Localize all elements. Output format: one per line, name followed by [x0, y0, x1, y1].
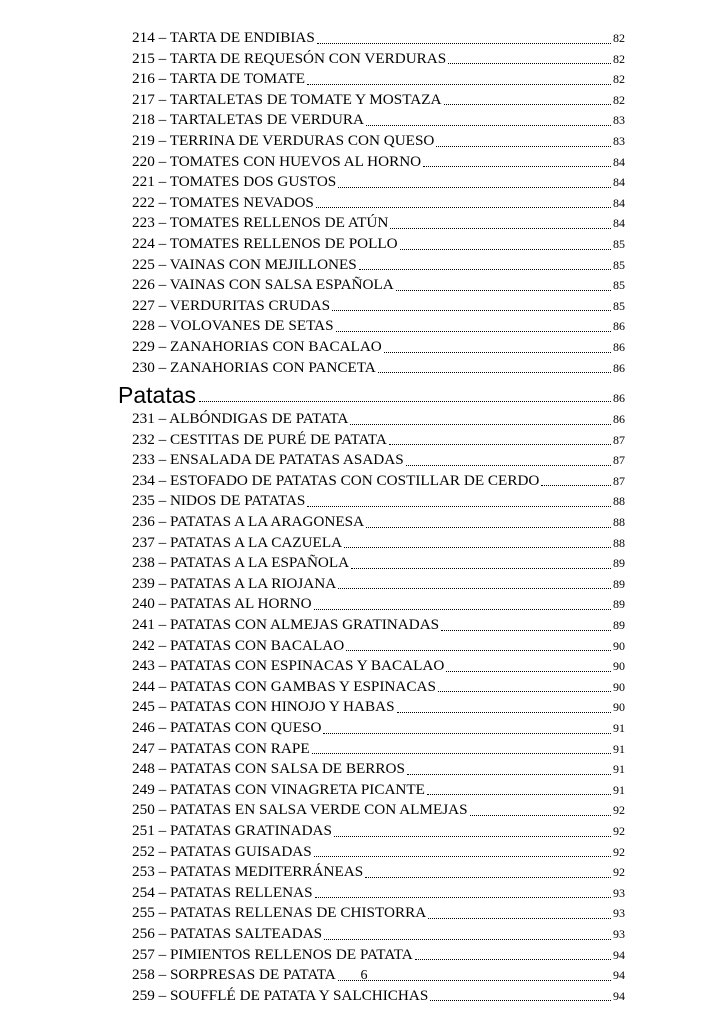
dot-leader — [390, 227, 611, 229]
toc-entry-title: 215 – TARTA DE REQUESÓN CON VERDURAS — [132, 49, 447, 67]
toc-entry[interactable] — [132, 862, 625, 883]
toc-entry-title: 218 – TARTALETAS DE VERDURA — [132, 111, 364, 129]
toc-entry-title: 237 – PATATAS A LA CAZUELA — [132, 533, 343, 551]
dot-leader — [359, 268, 611, 270]
toc-entry[interactable] — [132, 924, 625, 945]
dot-leader — [314, 608, 611, 610]
toc-entry-page: 89 — [613, 576, 625, 591]
dot-leader — [423, 165, 611, 167]
toc-entry-page: 82 — [613, 51, 625, 66]
dot-leader — [315, 896, 611, 898]
toc-entry-title: 225 – VAINAS CON MEJILLONES — [132, 255, 357, 273]
dot-leader — [438, 690, 611, 692]
toc-entry-page: 89 — [613, 618, 625, 633]
toc-entry[interactable] — [132, 883, 625, 904]
dot-leader — [307, 83, 611, 85]
toc-entry[interactable] — [132, 275, 625, 296]
toc-entry-title: 229 – ZANAHORIAS CON BACALAO — [132, 337, 382, 355]
toc-entry-page: 83 — [613, 113, 625, 128]
toc-entry-title: 250 – PATATAS EN SALSA VERDE CON ALMEJAS — [132, 801, 468, 819]
toc-entry-title: 233 – ENSALADA DE PATATAS ASADAS — [132, 451, 404, 469]
toc-entry[interactable] — [132, 49, 625, 70]
dot-leader — [389, 443, 611, 445]
toc-entry[interactable] — [132, 213, 625, 234]
toc-entry-title: 227 – VERDURITAS CRUDAS — [132, 296, 331, 314]
toc-entry-title: 243 – PATATAS CON ESPINACAS Y BACALAO — [132, 657, 445, 675]
toc-entry-page: 84 — [613, 195, 625, 210]
toc-entry-page: 91 — [613, 721, 625, 735]
toc-entry-title: 255 – PATATAS RELLENAS DE CHISTORRA — [132, 904, 427, 922]
toc-entry[interactable] — [132, 512, 625, 533]
toc-entry-page: 89 — [613, 556, 625, 571]
toc-entry[interactable] — [132, 945, 625, 966]
toc-entry-title: 228 – VOLOVANES DE SETAS — [132, 317, 334, 335]
dot-leader — [397, 711, 611, 713]
toc-entry-page: 82 — [613, 31, 625, 45]
toc-entry-title: 252 – PATATAS GUISADAS — [132, 842, 312, 860]
dot-leader — [351, 567, 611, 569]
toc-entry-page: 86 — [613, 319, 625, 334]
dot-leader — [396, 289, 611, 291]
toc-entry-title: 244 – PATATAS CON GAMBAS Y ESPINACAS — [132, 677, 436, 695]
dot-leader — [344, 546, 611, 548]
toc-entry-title: 245 – PATATAS CON HINOJO Y HABAS — [132, 698, 395, 716]
toc-entry[interactable] — [132, 636, 625, 657]
toc-entry-title: 222 – TOMATES NEVADOS — [132, 193, 314, 211]
toc-entry[interactable] — [132, 594, 625, 615]
toc-group-patatas — [0, 409, 728, 1006]
toc-entry-page: 85 — [613, 298, 625, 313]
dot-leader — [406, 464, 611, 466]
section-heading-patatas[interactable] — [118, 378, 625, 409]
dot-leader — [314, 855, 611, 857]
toc-entry-title: 231 – ALBÓNDIGAS DE PATATA — [132, 410, 349, 428]
toc-entry-page: 87 — [613, 453, 625, 468]
toc-entry[interactable] — [132, 800, 625, 821]
dot-leader — [199, 400, 611, 402]
toc-entry[interactable] — [132, 656, 625, 677]
toc-entry[interactable] — [132, 409, 625, 430]
dot-leader — [415, 958, 611, 960]
toc-entry[interactable] — [132, 337, 625, 358]
toc-entry[interactable] — [132, 358, 625, 379]
toc-entry-page: 84 — [613, 216, 625, 231]
dot-leader — [427, 793, 611, 795]
toc-entry[interactable] — [132, 110, 625, 131]
toc-entry-page: 88 — [613, 535, 625, 550]
toc-entry-title: 242 – PATATAS CON BACALAO — [132, 636, 345, 654]
toc-entry-title: 253 – PATATAS MEDITERRÁNEAS — [132, 863, 364, 881]
toc-entry-title: 241 – PATATAS CON ALMEJAS GRATINADAS — [132, 616, 440, 634]
dot-leader — [436, 145, 611, 147]
table-of-contents — [0, 28, 728, 1006]
toc-entry[interactable] — [132, 131, 625, 152]
toc-entry[interactable] — [132, 296, 625, 317]
dot-leader — [441, 629, 611, 631]
dot-leader — [336, 330, 611, 332]
toc-entry-title: 214 – TARTA DE ENDIBIAS — [132, 29, 315, 46]
toc-entry-title: 230 – ZANAHORIAS CON PANCETA — [132, 358, 376, 376]
toc-entry-page: 90 — [613, 638, 625, 653]
toc-entry[interactable] — [132, 69, 625, 90]
toc-entry-page: 94 — [613, 947, 625, 962]
toc-entry-page: 92 — [613, 865, 625, 880]
toc-entry-title: 259 – SOUFFLÉ DE PATATA Y SALCHICHAS — [132, 986, 429, 1004]
toc-entry[interactable] — [132, 780, 625, 801]
toc-entry-page: 85 — [613, 257, 625, 272]
toc-entry-page: 91 — [613, 741, 625, 756]
dot-leader — [384, 351, 611, 353]
toc-entry[interactable] — [132, 574, 625, 595]
toc-entry[interactable] — [132, 842, 625, 863]
dot-leader — [444, 103, 612, 105]
dot-leader — [407, 773, 611, 775]
toc-entry-page: 86 — [613, 360, 625, 375]
dot-leader — [323, 732, 611, 734]
toc-entry[interactable] — [132, 255, 625, 276]
toc-entry-title: 251 – PATATAS GRATINADAS — [132, 821, 332, 839]
toc-entry-page: 92 — [613, 844, 625, 859]
dot-leader — [334, 835, 611, 837]
toc-entry[interactable] — [132, 471, 625, 492]
toc-entry-title: 247 – PATATAS CON RAPE — [132, 739, 310, 757]
dot-leader — [312, 752, 611, 754]
toc-entry-title: 256 – PATATAS SALTEADAS — [132, 924, 323, 942]
toc-entry-page: 91 — [613, 762, 625, 777]
toc-entry[interactable] — [132, 90, 625, 111]
toc-entry[interactable] — [132, 533, 625, 554]
toc-entry-title: 221 – TOMATES DOS GUSTOS — [132, 173, 337, 191]
toc-entry-page: 93 — [613, 906, 625, 921]
dot-leader — [470, 814, 611, 816]
section-title: Patatas — [118, 382, 196, 409]
toc-entry[interactable] — [132, 234, 625, 255]
dot-leader — [332, 309, 611, 311]
toc-entry-title: 236 – PATATAS A LA ARAGONESA — [132, 513, 365, 531]
toc-entry-title: 254 – PATATAS RELLENAS — [132, 883, 313, 901]
toc-entry-title: 224 – TOMATES RELLENOS DE POLLO — [132, 234, 398, 252]
toc-entry-page: 92 — [613, 823, 625, 838]
toc-entry-title: 248 – PATATAS CON SALSA DE BERROS — [132, 760, 405, 778]
toc-entry-title: 226 – VAINAS CON SALSA ESPAÑOLA — [132, 276, 394, 294]
toc-entry-title: 235 – NIDOS DE PATATAS — [132, 492, 306, 510]
dot-leader — [448, 62, 611, 64]
toc-entry-title: 249 – PATATAS CON VINAGRETA PICANTE — [132, 780, 425, 798]
toc-entry[interactable] — [132, 903, 625, 924]
toc-entry-page: 84 — [613, 175, 625, 190]
toc-entry[interactable] — [132, 193, 625, 214]
dot-leader — [307, 505, 611, 507]
toc-entry-page: 93 — [613, 926, 625, 941]
toc-entry[interactable] — [132, 759, 625, 780]
toc-entry-page: 90 — [613, 700, 625, 715]
toc-entry[interactable] — [132, 491, 625, 512]
toc-entry-page: 90 — [613, 659, 625, 674]
toc-entry[interactable] — [132, 986, 625, 1007]
dot-leader — [541, 484, 611, 486]
dot-leader — [365, 876, 611, 878]
toc-entry-title: 238 – PATATAS A LA ESPAÑOLA — [132, 554, 350, 572]
toc-entry-page: 85 — [613, 278, 625, 293]
toc-entry-page: 87 — [613, 473, 625, 488]
toc-entry[interactable] — [132, 553, 625, 574]
toc-entry-page: 88 — [613, 515, 625, 530]
toc-entry[interactable] — [132, 316, 625, 337]
toc-entry-title: 220 – TOMATES CON HUEVOS AL HORNO — [132, 152, 422, 170]
toc-entry-title: 257 – PIMIENTOS RELLENOS DE PATATA — [132, 945, 413, 963]
dot-leader — [366, 124, 611, 126]
page-number: 6 — [360, 968, 368, 983]
toc-entry-page: 90 — [613, 679, 625, 694]
dot-leader — [324, 938, 611, 940]
toc-entry-page: 94 — [613, 968, 625, 983]
dot-leader — [317, 42, 611, 44]
dot-leader — [346, 649, 611, 651]
toc-entry-title: 234 – ESTOFADO DE PATATAS CON COSTILLAR DE CERDO — [132, 471, 540, 489]
toc-entry-title: 232 – CESTITAS DE PURÉ DE PATATA — [132, 430, 387, 448]
dot-leader — [378, 371, 611, 373]
toc-entry-page: 92 — [613, 803, 625, 818]
toc-group-verduras — [0, 28, 728, 378]
toc-entry-title: 239 – PATATAS A LA RIOJANA — [132, 574, 337, 592]
toc-entry[interactable] — [132, 172, 625, 193]
toc-entry-title: 258 – SORPRESAS DE PATATA — [132, 966, 336, 984]
toc-entry-page: 89 — [613, 597, 625, 612]
toc-entry[interactable] — [132, 430, 625, 451]
dot-leader — [430, 999, 611, 1001]
toc-entry-page: 84 — [613, 154, 625, 169]
dot-leader — [338, 587, 611, 589]
toc-entry-page: 87 — [613, 432, 625, 447]
toc-entry-page: 86 — [613, 412, 625, 427]
dot-leader — [338, 186, 611, 188]
toc-entry-title: 246 – PATATAS CON QUESO — [132, 719, 322, 736]
dot-leader — [446, 670, 611, 672]
toc-entry-page: 93 — [613, 885, 625, 900]
toc-entry-page: 82 — [613, 72, 625, 87]
toc-entry-page: 83 — [613, 133, 625, 148]
section-page-number: 86 — [613, 391, 625, 406]
toc-entry[interactable] — [132, 28, 625, 49]
toc-entry-page: 85 — [613, 236, 625, 251]
toc-entry-page: 82 — [613, 92, 625, 107]
toc-entry[interactable] — [132, 450, 625, 471]
toc-entry-title: 223 – TOMATES RELLENOS DE ATÚN — [132, 214, 389, 232]
dot-leader — [350, 423, 611, 425]
toc-entry-page: 86 — [613, 339, 625, 354]
toc-entry[interactable] — [132, 152, 625, 173]
toc-entry[interactable] — [132, 615, 625, 636]
toc-entry-page: 91 — [613, 782, 625, 797]
dot-leader — [400, 248, 611, 250]
toc-entry[interactable] — [132, 677, 625, 698]
toc-entry[interactable] — [132, 697, 625, 718]
toc-entry-title: 240 – PATATAS AL HORNO — [132, 595, 312, 613]
toc-entry[interactable] — [132, 718, 625, 739]
toc-entry-page: 94 — [613, 988, 625, 1003]
toc-entry[interactable] — [132, 739, 625, 760]
toc-entry-title: 219 – TERRINA DE VERDURAS CON QUESO — [132, 131, 435, 149]
toc-entry-title: 217 – TARTALETAS DE TOMATE Y MOSTAZA — [132, 90, 442, 108]
dot-leader — [428, 917, 611, 919]
toc-entry-title: 216 – TARTA DE TOMATE — [132, 70, 306, 88]
dot-leader — [366, 526, 611, 528]
toc-entry[interactable] — [132, 821, 625, 842]
dot-leader — [316, 206, 611, 208]
toc-entry-page: 88 — [613, 494, 625, 509]
